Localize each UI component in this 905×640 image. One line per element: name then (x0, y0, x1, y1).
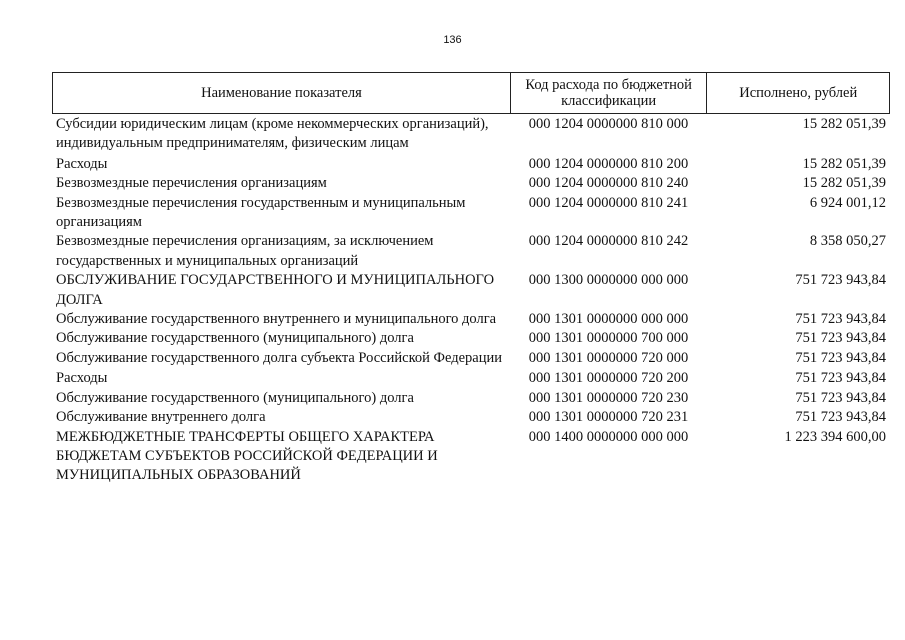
row-code: 000 1301 0000000 700 000 (528, 330, 689, 347)
row-name: Безвозмездные перечисления государственным и муниципальным организациям (56, 194, 466, 231)
row-amount: 15 282 051,39 (802, 155, 886, 172)
row-code: 000 1300 0000000 000 000 (528, 272, 689, 289)
table-row (52, 271, 890, 310)
page-number: 136 (443, 34, 462, 46)
header-name: Наименование показателя (201, 85, 362, 101)
row-amount: 15 282 051,39 (802, 175, 886, 192)
table-row (52, 408, 890, 427)
table-header (52, 72, 890, 114)
table-row (52, 115, 890, 154)
row-code: 000 1204 0000000 810 242 (528, 233, 689, 250)
row-code: 000 1204 0000000 810 240 (528, 175, 689, 192)
table-row (52, 428, 890, 486)
row-amount: 751 723 943,84 (795, 349, 886, 366)
row-amount: 751 723 943,84 (795, 272, 886, 289)
row-name: Безвозмездные перечисления организациям (56, 175, 327, 192)
table-row (52, 369, 890, 388)
row-amount: 751 723 943,84 (795, 370, 886, 387)
row-name: Расходы (56, 155, 108, 172)
table-row (52, 389, 890, 408)
budget-table (52, 72, 890, 486)
row-name: Субсидии юридическим лицам (кроме некоммерческих организаций), индивидуальным предпринимателям, физическим лицам (56, 116, 489, 152)
table-body (52, 114, 890, 486)
table-row (52, 329, 890, 348)
row-code: 000 1301 0000000 720 230 (528, 389, 689, 406)
row-code: 000 1301 0000000 720 231 (528, 409, 689, 426)
row-amount: 15 282 051,39 (802, 116, 886, 132)
row-code: 000 1204 0000000 810 000 (528, 116, 689, 132)
table-row (52, 174, 890, 193)
row-amount: 751 723 943,84 (795, 330, 886, 347)
row-amount: 1 223 394 600,00 (784, 428, 886, 445)
row-name: Обслуживание государственного долга субъекта Российской Федерации (56, 349, 502, 366)
row-code: 000 1301 0000000 720 000 (528, 349, 689, 366)
row-amount: 751 723 943,84 (795, 409, 886, 426)
row-name: Обслуживание государственного (муниципального) долга (56, 330, 414, 347)
table-row (52, 194, 890, 233)
row-code: 000 1204 0000000 810 200 (528, 155, 689, 172)
row-code: 000 1204 0000000 810 241 (528, 194, 689, 211)
row-amount: 8 358 050,27 (809, 233, 886, 250)
header-code: Код расхода по бюджетной классификации (510, 73, 707, 113)
row-name: Расходы (56, 370, 108, 387)
row-name: Обслуживание государственного (муниципального) долга (56, 389, 414, 406)
row-name: Обслуживание внутреннего долга (56, 409, 266, 426)
row-name: Обслуживание государственного внутреннего и муниципального долга (56, 311, 497, 328)
row-amount: 751 723 943,84 (795, 389, 886, 406)
table-row (52, 232, 890, 271)
row-name: Безвозмездные перечисления организациям, за исключением государственных и муниципальных организаций (56, 233, 434, 269)
table-row (52, 155, 890, 174)
row-code: 000 1301 0000000 720 200 (528, 370, 689, 387)
row-name: ОБСЛУЖИВАНИЕ ГОСУДАРСТВЕННОГО И МУНИЦИПАЛЬНОГО ДОЛГА (56, 272, 495, 308)
table-row (52, 349, 890, 368)
row-amount: 6 924 001,12 (809, 194, 886, 211)
table-row (52, 310, 890, 329)
row-code: 000 1301 0000000 000 000 (528, 311, 689, 328)
row-code: 000 1400 0000000 000 000 (528, 428, 689, 445)
row-amount: 751 723 943,84 (795, 311, 886, 328)
row-name: МЕЖБЮДЖЕТНЫЕ ТРАНСФЕРТЫ ОБЩЕГО ХАРАКТЕРА БЮДЖЕТАМ СУБЪЕКТОВ РОССИЙСКОЙ ФЕДЕРАЦИИ И МУНИЦИПАЛЬНЫХ ОБРАЗОВАНИЙ (56, 428, 438, 484)
header-amount: Исполнено, рублей (706, 73, 889, 113)
